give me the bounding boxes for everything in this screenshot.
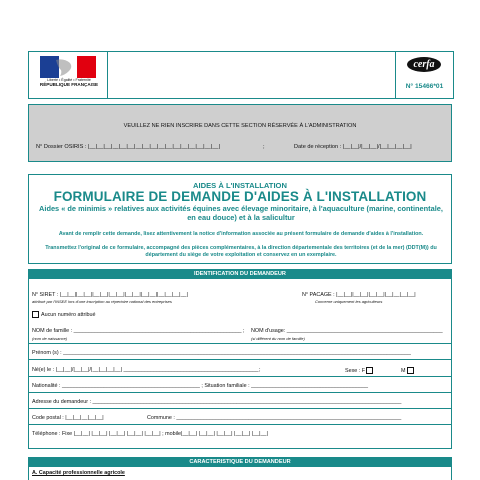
logo-republique: RÉPUBLIQUE FRANÇAISE xyxy=(39,81,99,87)
birth-date-field[interactable]: Né(e) le : |__|__|/|__|__|/|__|__|__|__| _____________________________________________ xyxy=(32,367,259,373)
no-number-option[interactable] xyxy=(32,311,96,318)
identification-section xyxy=(28,269,452,449)
pacage-field[interactable]: N° PACAGE : |__|__||__|__||__|__||__|__|__|__| xyxy=(302,292,416,298)
nom-usage-field[interactable]: NOM d'usage: ____________________________________________________ xyxy=(251,328,443,334)
prenom-field[interactable]: Prénom (s) : ____________________________________________________________________________________________________________________ xyxy=(32,350,411,356)
divider xyxy=(29,359,451,360)
nom-famille-field[interactable]: NOM de famille : ________________________________________________________ ; xyxy=(32,328,245,334)
nationality-family-field[interactable]: Nationalité : ______________________________________________ ; Situation familiale : _______________________________________ xyxy=(32,383,369,389)
reception-date-field[interactable]: Date de réception : |__|__|/|__|__|/|__|__|__|__| xyxy=(294,144,412,150)
commune-field[interactable]: Commune : ___________________________________________________________________________ xyxy=(147,415,402,421)
form-subtitle: Aides « de minimis » relatives aux activités équines avec élevage minoritaire, à l'aquaculture (marine, continentale, en eau douce) et à la salicultur xyxy=(39,204,443,222)
telephone-field[interactable]: Téléphone : Fixe |__|__| |__|__| |__|__| |__|__| |__|__| ; mobile|__|__| |__|__| |__|__| |__|__| |__|__| xyxy=(32,431,268,437)
nom-usage-note: (si différent du nom de famille) xyxy=(251,336,305,341)
siret-note: attribué par l'INSEE lors d'une inscription au répertoire national des entreprises xyxy=(32,299,172,304)
republique-logo xyxy=(29,52,108,98)
characteristics-section xyxy=(28,457,452,480)
title-block xyxy=(28,174,452,264)
form-kicker: AIDES À L'INSTALLATION xyxy=(193,181,287,190)
address-field[interactable]: Adresse du demandeur : _______________________________________________________________________________________________________ xyxy=(32,399,402,405)
cerfa-logo: cerfa xyxy=(407,57,441,72)
divider xyxy=(29,424,451,425)
siret-field[interactable]: N° SIRET : |__|__||__|__||__|__||__|__||__|__||__|__||__|__|__|__| xyxy=(32,292,188,298)
divider xyxy=(29,343,451,344)
form-title: FORMULAIRE DE DEMANDE D'AIDES À L'INSTALLATION xyxy=(53,189,427,204)
cerfa-cell xyxy=(395,52,453,98)
instruction-note: Avant de remplir cette demande, lisez attentivement la notice d'information associée au présent formulaire de demande d'aides à l'installation. xyxy=(58,231,424,237)
sex-f-label: Sexe : F xyxy=(345,367,366,374)
divider xyxy=(29,392,451,393)
cerfa-number: N° 15466*01 xyxy=(405,83,444,90)
logo-motto: Liberté • Égalité • Fraternité xyxy=(47,78,91,82)
marianne-flag-icon xyxy=(40,56,96,78)
divider xyxy=(29,408,451,409)
section-a-title: A. Capacité professionnelle agricole xyxy=(32,470,125,476)
admin-separator: ; xyxy=(263,144,265,150)
admin-notice: VEUILLEZ NE RIEN INSCRIRE DANS CETTE SECTION RÉSERVÉE À L'ADMINISTRATION xyxy=(123,123,357,129)
sex-m-label: M xyxy=(401,367,406,374)
sex-m-checkbox[interactable] xyxy=(407,367,414,374)
transmission-note: Transmettez l'original de ce formulaire, accompagné des pièces complémentaires, à la direction départementale des territoires (et de la mer) (DDT(M)) du département du siège de votre exploitation et conservez en un exemplaire. xyxy=(45,245,437,258)
postal-code-field[interactable]: Code postal : |__|__|__|__|__| xyxy=(32,415,104,421)
birth-separator: ; xyxy=(259,367,261,373)
pacage-note: Concerne uniquement les agriculteurs xyxy=(315,299,383,304)
dossier-osiris-field[interactable]: N° Dossier OSIRIS : |__|__|__|__|__|__|__|__|__|__|__|__|__|__|__|__|__| xyxy=(36,144,220,150)
no-number-checkbox[interactable] xyxy=(32,311,39,318)
form-header xyxy=(28,51,454,99)
sex-f-checkbox[interactable] xyxy=(366,367,373,374)
sex-f-option[interactable] xyxy=(345,367,375,374)
admin-reserved-section xyxy=(28,104,452,162)
identification-header: IDENTIFICATION DU DEMANDEUR xyxy=(29,270,451,279)
nom-famille-note: (nom de naissance) xyxy=(32,336,68,341)
characteristics-header: CARACTERISTIQUE DU DEMANDEUR xyxy=(29,458,451,467)
sex-m-option[interactable] xyxy=(401,367,416,374)
divider xyxy=(29,376,451,377)
no-number-label: Aucun numéro attribué xyxy=(41,311,96,318)
